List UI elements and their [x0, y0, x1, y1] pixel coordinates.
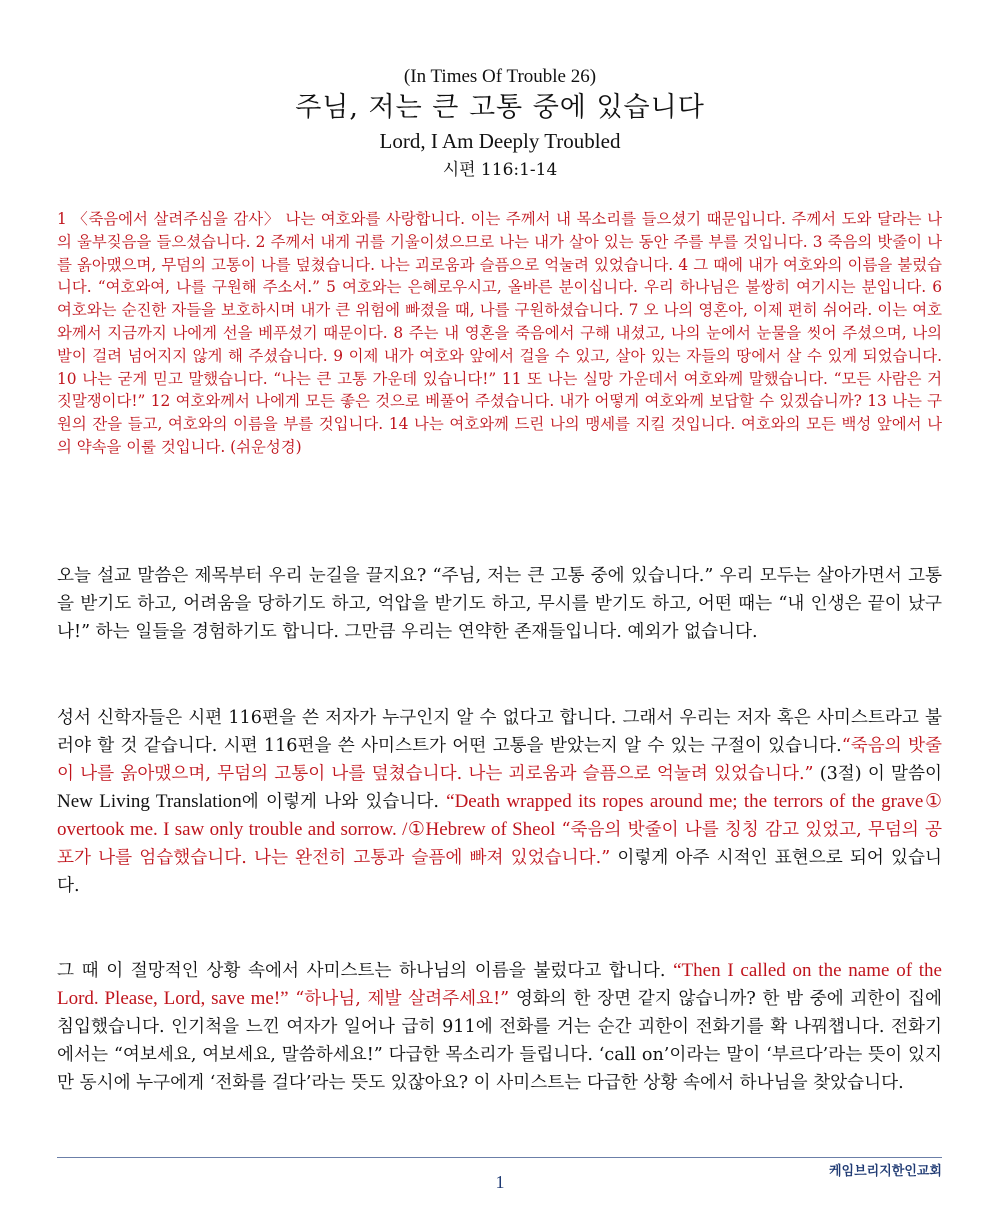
page-number: 1 — [495, 1172, 505, 1192]
p2-quote-english: “Death wrapped its ropes around me; the terrors of the grave① overtook me. I saw only trouble and sorrow. /①Hebrew of Sheol — [57, 791, 943, 840]
p2-text-e: 에 이렇게 나와 있습니다. — [241, 792, 447, 812]
paragraph-calling — [57, 957, 942, 1097]
church-name: 케임브리지한인교회 — [828, 1164, 942, 1179]
p3-quote-english: “Then I called on the name of the Lord. Please, Lord, save me!” — [57, 960, 942, 1009]
p2-text-a: 성서 신학자들은 시편 116편을 쓴 저자가 누구인지 알 수 없다고 합니다. 그래서 우리는 저자 혹은 사미스트라고 불러야 할 것 같습니다. 시편 116편을 쓴 사미스트가 어떤 고통을 받았는지 알 수 있는 구절이 있습니다. — [57, 708, 942, 756]
paragraph-author — [57, 704, 942, 900]
footer-divider — [57, 1157, 942, 1158]
series-label: (In Times Of Trouble 26) — [403, 66, 597, 87]
p2-translation-name: New Living Translation — [57, 791, 242, 812]
p2-quote-korean-2: “죽음의 밧줄이 나를 칭칭 감고 있었고, 무덤의 공포가 나를 엄습했습니다. 나는 완전히 고통과 슬픔에 빠져 있었습니다.” — [57, 820, 943, 868]
p2-text-h: 이렇게 아주 시적인 표현으로 되어 있습니다. — [57, 848, 942, 896]
sermon-title-english: Lord, I Am Deeply Troubled — [379, 129, 621, 153]
paragraph-intro: 오늘 설교 말씀은 제목부터 우리 눈길을 끌지요? “주님, 저는 큰 고통 중에 있습니다.” 우리 모두는 살아가면서 고통을 받기도 하고, 어려움을 당하기도 하고, 억압을 받기도 하고, 무시를 받기도 하고, 어떤 때는 “내 인생은 끝이 났구나!” 하는 일들을 경험하기도 합니다. 그만큼 우리는 연약한 존재들입니다. 예외가 없습니다. — [57, 566, 942, 642]
p3-text-d: 영화의 한 장면 같지 않습니까? 한 밤 중에 괴한이 집에 침입했습니다. 인기척을 느낀 여자가 일어나 급히 911에 전화를 거는 순간 괴한이 전화기를 확 나꿔챕니다. 전화기에서는 “여보세요, 여보세요, 말씀하세요!” 다급한 목소리가 들립니다. ‘call on’이라는 말이 ‘부르다’라는 뜻이 있지만 동시에 누구에게 ‘전화를 걸다’라는 뜻도 있잖아요? 이 사미스트는 다급한 상황 속에서 하나님을 찾았습니다. — [57, 989, 942, 1093]
p3-text-a: 그 때 이 절망적인 상황 속에서 사미스트는 하나님의 이름을 불렀다고 합니다. — [57, 961, 674, 981]
sermon-title-korean: 주님, 저는 큰 고통 중에 있습니다 — [295, 92, 705, 123]
scripture-reference: 시편 116:1-14 — [442, 160, 558, 180]
p3-quote-korean: “하나님, 제발 살려주세요!” — [288, 989, 510, 1009]
p2-text-c: (3절) 이 말씀이 — [813, 764, 942, 784]
p2-quote-korean: “죽음의 밧줄이 나를 옭아맸으며, 무덤의 고통이 나를 덮쳤습니다. 나는 괴로움과 슬픔으로 억눌려 있었습니다.” — [57, 736, 942, 784]
sermon-header — [0, 64, 1000, 184]
scripture-passage: 1 〈죽음에서 살려주심을 감사〉 나는 여호와를 사랑합니다. 이는 주께서 내 목소리를 들으셨기 때문입니다. 주께서 도와 달라는 나의 울부짖음을 들으셨습니다. 2 주께서 내게 귀를 기울이셨으므로 나는 내가 살아 있는 동안 주를 부를 것입니다. 3 죽음의 밧줄이 나를 옭아맸으며, 무덤의 고통이 나를 덮쳤습니다. 나는 괴로움과 슬픔으로 억눌려 있었습니다. 4 그 때에 내가 여호와의 이름을 불렀습니다. “여호와여, 나를 구원해 주소서.” 5 여호와는 은혜로우시고, 올바른 분이십니다. 우리 하나님은 불쌍히 여기시는 분입니다. 6 여호와는 순진한 자들을 보호하시며 내가 큰 위험에 빠졌을 때, 나를 구원하셨습니다. 7 오 나의 영혼아, 이제 편히 쉬어라. 이는 여호와께서 지금까지 나에게 선을 베푸셨기 때문이다. 8 주는 내 영혼을 죽음에서 구해 내셨고, 나의 눈에서 눈물을 씻어 주셨으며, 나의 발이 걸려 넘어지지 않게 해 주셨습니다. 9 이제 내가 여호와 앞에서 걸을 수 있고, 살아 있는 자들의 땅에서 살 수 있게 되었습니다. 10 나는 굳게 믿고 말했습니다. “나는 큰 고통 가운데 있습니다!” 11 또 나는 실망 가운데서 여호와께 말했습니다. “모든 사람은 거짓말쟁이다!” 12 여호와께서 나에게 모든 좋은 것으로 베풀어 주셨습니다. 내가 어떻게 여호와께 보답할 수 있겠습니까? 13 나는 구원의 잔을 들고, 여호와의 이름을 부를 것입니다. 14 나는 여호와께 드린 나의 맹세를 지킬 것입니다. 여호와의 모든 백성 앞에서 나의 약속을 이룰 것입니다. (쉬운성경) — [57, 210, 942, 456]
